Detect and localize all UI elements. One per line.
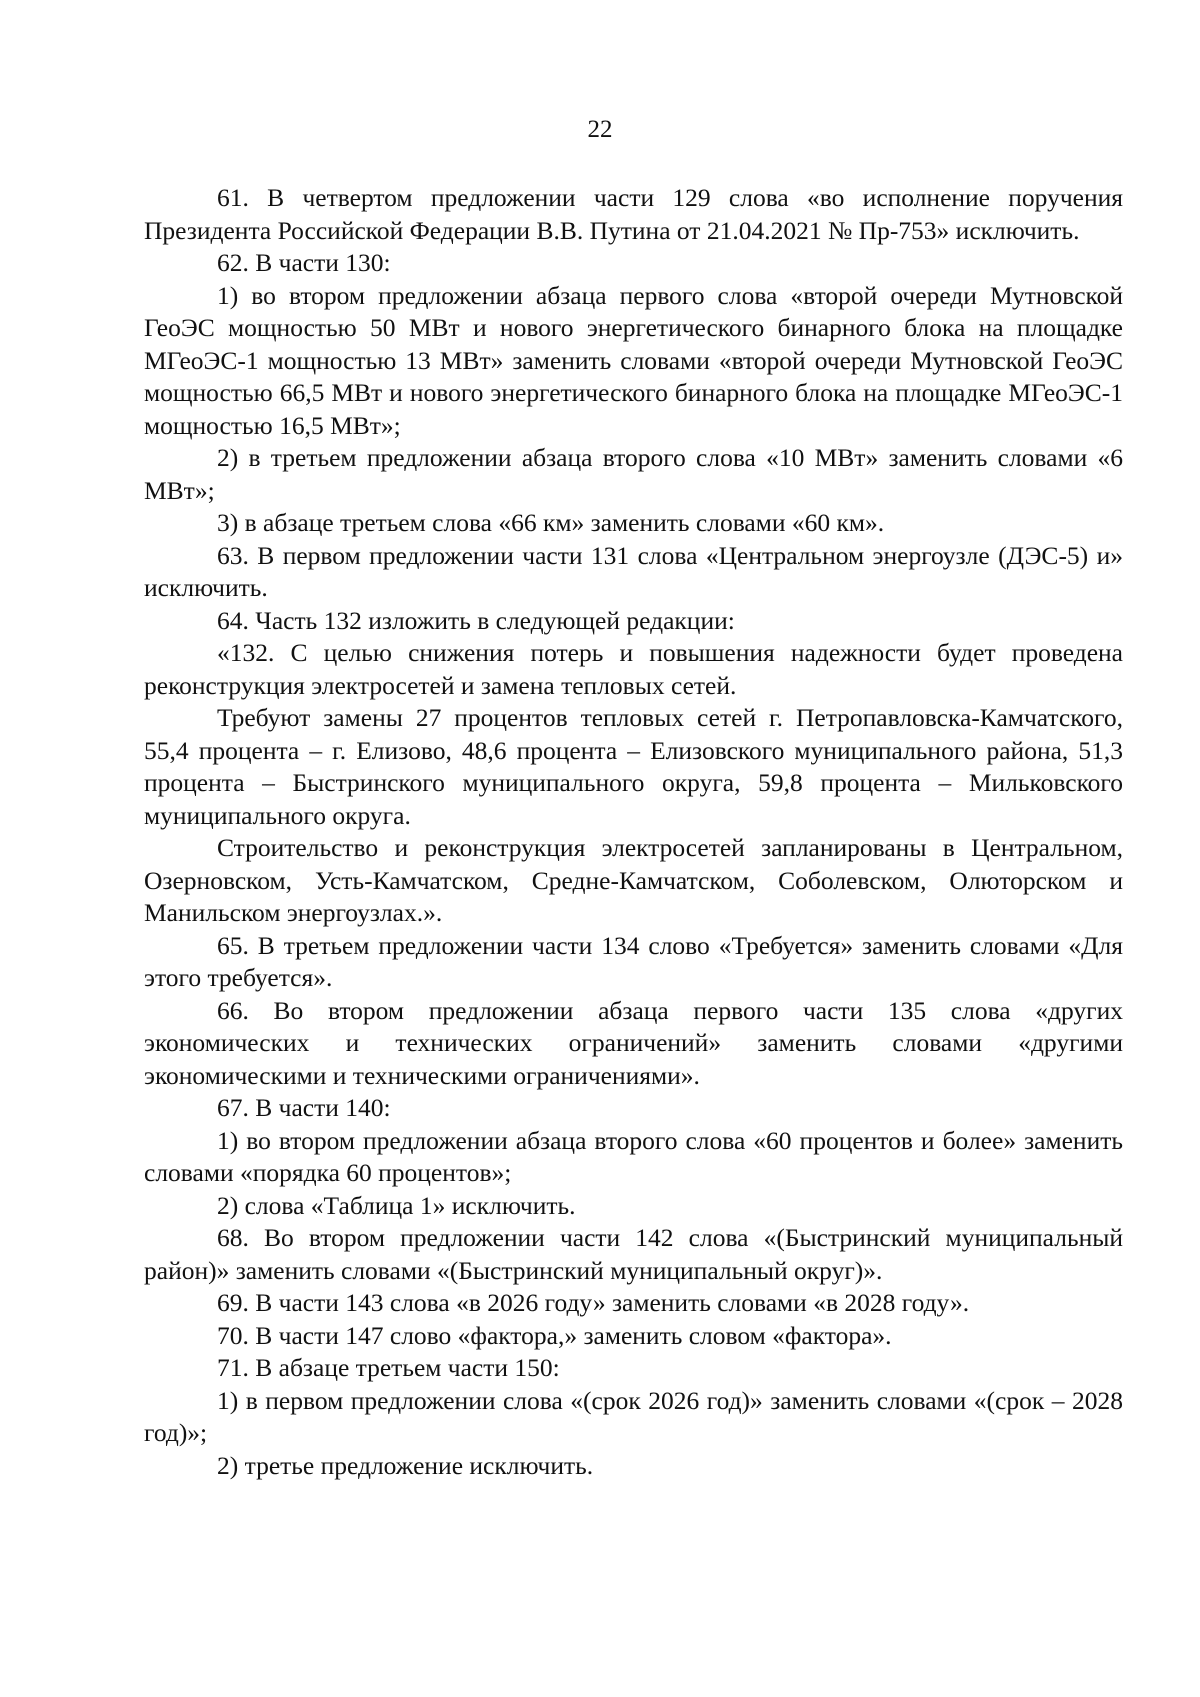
paragraph-66: 66. Во втором предложении абзаца первого части 135 слова «других экономических и технических ограничений» заменить словами «другими экономическими и техническими ограничениями». bbox=[144, 995, 1123, 1090]
paragraph-64-quote-3: Строительство и реконструкция электросетей запланированы в Центральном, Озерновском, Усть-Камчатском, Средне-Камчатском, Соболевском, Олюторском и Манильском энергоузлах.». bbox=[144, 833, 1123, 927]
paragraph-67: 67. В части 140: bbox=[217, 1093, 391, 1122]
paragraph-64-quote-2: Требуют замены 27 процентов тепловых сетей г. Петропавловска-Камчатского, 55,4 процента – г. Елизово, 48,6 процента – Елизовского муниципального района, 51,3 процента – Быстринского муниципального округа, 59,8 процента – Мильковского муниципального округа. bbox=[144, 703, 1123, 830]
page-number: 22 bbox=[587, 116, 613, 143]
document-body bbox=[144, 182, 1123, 1482]
paragraph-62-item-3: 3) в абзаце третьем слова «66 км» заменить словами «60 км». bbox=[217, 508, 885, 537]
paragraph-71-item-1: 1) в первом предложении слова «(срок 2026 год)» заменить словами «(срок – 2028 год)»; bbox=[144, 1385, 1123, 1447]
paragraph-61: 61. В четвертом предложении части 129 слова «во исполнение поручения Президента Российской Федерации В.В. Путина от 21.04.2021 № Пр-753» исключить. bbox=[144, 183, 1123, 245]
paragraph-62: 62. В части 130: bbox=[217, 248, 391, 277]
paragraph-63: 63. В первом предложении части 131 слова «Центральном энергоузле (ДЭС-5) и» исключить. bbox=[144, 540, 1123, 602]
paragraph-62-item-2: 2) в третьем предложении абзаца второго слова «10 МВт» заменить словами «6 МВт»; bbox=[144, 443, 1123, 505]
paragraph-70: 70. В части 147 слово «фактора,» заменить словом «фактора». bbox=[217, 1320, 892, 1350]
paragraph-64-quote-1: «132. С целью снижения потерь и повышения надежности будет проведена реконструкция электросетей и замена тепловых сетей. bbox=[144, 638, 1123, 700]
paragraph-62-item-1: 1) во втором предложении абзаца первого слова «второй очереди Мутновской ГеоЭС мощностью 50 МВт и нового энергетического бинарного блока на площадке МГеоЭС-1 мощностью 13 МВт» заменить словами «второй очереди Мутновской ГеоЭС мощностью 66,5 МВт и нового энергетического бинарного блока на площадке МГеоЭС-1 мощностью 16,5 МВт»; bbox=[144, 280, 1123, 440]
paragraph-67-item-1: 1) во втором предложении абзаца второго слова «60 процентов и более» заменить словами «порядка 60 процентов»; bbox=[144, 1125, 1123, 1187]
paragraph-67-item-2: 2) слова «Таблица 1» исключить. bbox=[217, 1190, 576, 1220]
paragraph-71-item-2: 2) третье предложение исключить. bbox=[217, 1450, 594, 1480]
paragraph-69: 69. В части 143 слова «в 2026 году» заменить словами «в 2028 году». bbox=[217, 1288, 970, 1317]
paragraph-68: 68. Во втором предложении части 142 слова «(Быстринский муниципальный район)» заменить словами «(Быстринский муниципальный округ)». bbox=[144, 1223, 1123, 1285]
paragraph-71: 71. В абзаце третьем части 150: bbox=[217, 1353, 560, 1382]
paragraph-64: 64. Часть 132 изложить в следующей редакции: bbox=[217, 605, 735, 635]
paragraph-65: 65. В третьем предложении части 134 слово «Требуется» заменить словами «Для этого требуется». bbox=[144, 930, 1123, 992]
